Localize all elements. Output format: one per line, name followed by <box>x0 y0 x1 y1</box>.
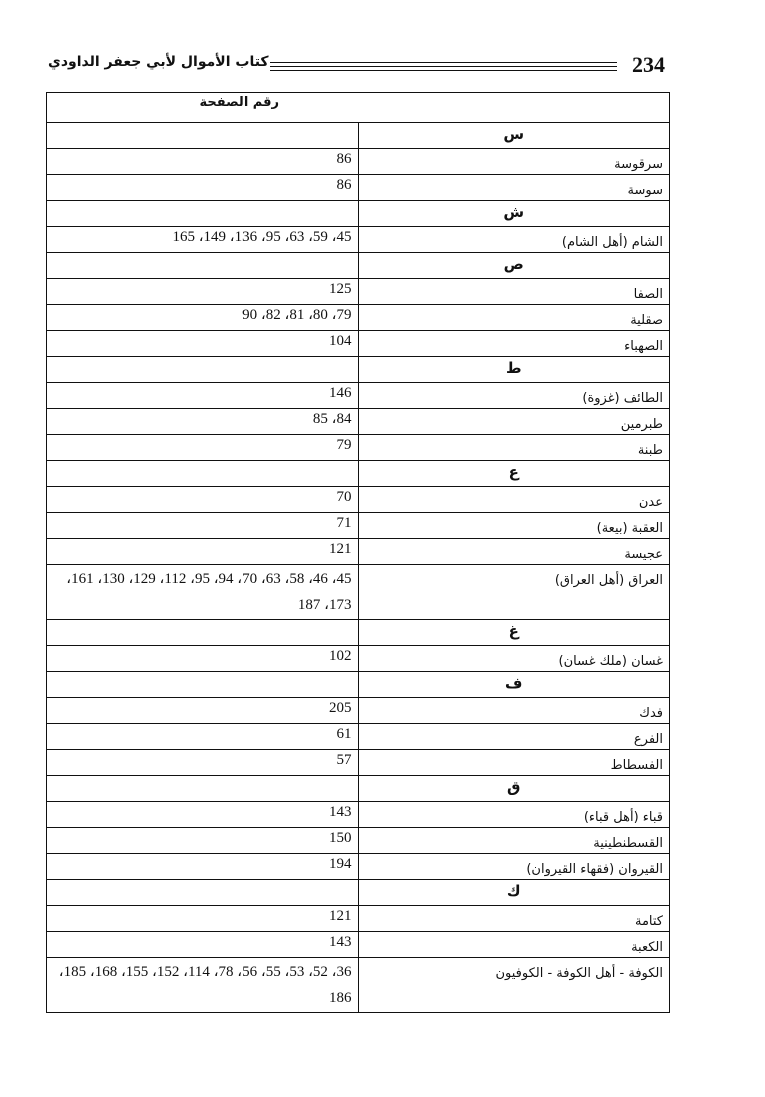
letter-heading: ع <box>358 461 670 487</box>
place-name: الفسطاط <box>358 750 670 776</box>
table-row <box>47 802 670 828</box>
page-references: 104 <box>47 331 359 357</box>
page-header <box>48 52 665 82</box>
page-references: 102 <box>47 646 359 672</box>
book-title: كتاب الأموال لأبي جعفر الداودي <box>48 54 269 70</box>
place-name: العراق (أهل العراق) <box>358 565 670 620</box>
table-row <box>47 279 670 305</box>
place-name: الطائف (غزوة) <box>358 383 670 409</box>
letter-heading-row <box>47 357 670 383</box>
place-name: القسطنطينية <box>358 828 670 854</box>
table-row <box>47 932 670 958</box>
table-row <box>47 539 670 565</box>
page-references <box>47 672 359 698</box>
place-name: الكوفة - أهل الكوفة - الكوفيون <box>358 958 670 1013</box>
table-row <box>47 175 670 201</box>
table-row <box>47 724 670 750</box>
page-references: 36، 52، 53، 55، 56، 78، 114، 152، 155، 168، 185، 186 <box>47 958 359 1013</box>
place-name: عدن <box>358 487 670 513</box>
page-references: 45، 46، 58، 63، 70، 94، 95، 112، 129، 130، 161، 173، 187 <box>47 565 359 620</box>
page-references <box>47 776 359 802</box>
letter-heading: ص <box>358 253 670 279</box>
page-references <box>47 123 359 149</box>
table-row <box>47 487 670 513</box>
table-row <box>47 227 670 253</box>
place-name: الفرع <box>358 724 670 750</box>
page-references: 86 <box>47 175 359 201</box>
page-references: 45، 59، 63، 95، 136، 149، 165 <box>47 227 359 253</box>
letter-heading: غ <box>358 620 670 646</box>
letter-heading: ش <box>358 201 670 227</box>
table-row <box>47 435 670 461</box>
table-row <box>47 906 670 932</box>
page-references: 84، 85 <box>47 409 359 435</box>
page-references: 150 <box>47 828 359 854</box>
header-rule <box>270 62 617 67</box>
page-references: 57 <box>47 750 359 776</box>
place-name: سوسة <box>358 175 670 201</box>
letter-heading: ك <box>358 880 670 906</box>
place-name: قباء (أهل قباء) <box>358 802 670 828</box>
table-row <box>47 646 670 672</box>
place-name: الصهباء <box>358 331 670 357</box>
table-row <box>47 149 670 175</box>
page-references: 205 <box>47 698 359 724</box>
page-references: 194 <box>47 854 359 880</box>
table-row <box>47 565 670 620</box>
letter-heading-row <box>47 880 670 906</box>
page-number: 234 <box>632 52 665 77</box>
page-references <box>47 880 359 906</box>
place-name: كتامة <box>358 906 670 932</box>
column-header-page-number: رقم الصفحة <box>47 93 670 123</box>
place-name: القيروان (فقهاء القيروان) <box>358 854 670 880</box>
table-row <box>47 409 670 435</box>
page-references: 79 <box>47 435 359 461</box>
letter-heading-row <box>47 123 670 149</box>
page-references <box>47 461 359 487</box>
letter-heading-row <box>47 620 670 646</box>
page-references: 61 <box>47 724 359 750</box>
letter-heading: ق <box>358 776 670 802</box>
page-references <box>47 357 359 383</box>
page-references: 121 <box>47 906 359 932</box>
table-row <box>47 383 670 409</box>
place-name: العقبة (بيعة) <box>358 513 670 539</box>
page-references: 146 <box>47 383 359 409</box>
page-references: 125 <box>47 279 359 305</box>
place-name: طبرمين <box>358 409 670 435</box>
table-row <box>47 828 670 854</box>
page-references: 79، 80، 81، 82، 90 <box>47 305 359 331</box>
table-row <box>47 854 670 880</box>
header-rule-lower <box>270 70 617 71</box>
place-name: الشام (أهل الشام) <box>358 227 670 253</box>
page-references <box>47 201 359 227</box>
letter-heading: س <box>358 123 670 149</box>
page-references: 121 <box>47 539 359 565</box>
table-row <box>47 750 670 776</box>
page-references: 143 <box>47 932 359 958</box>
letter-heading-row <box>47 461 670 487</box>
table-row <box>47 513 670 539</box>
page-references <box>47 253 359 279</box>
letter-heading: ف <box>358 672 670 698</box>
page-references: 70 <box>47 487 359 513</box>
place-index-table <box>46 92 670 1013</box>
table-row <box>47 331 670 357</box>
table-row <box>47 305 670 331</box>
place-name: الكعبة <box>358 932 670 958</box>
letter-heading-row <box>47 672 670 698</box>
place-name: فدك <box>358 698 670 724</box>
place-name: الصفا <box>358 279 670 305</box>
place-name: عجيسة <box>358 539 670 565</box>
page-references <box>47 620 359 646</box>
letter-heading-row <box>47 201 670 227</box>
place-name: صقلية <box>358 305 670 331</box>
place-name: طبنة <box>358 435 670 461</box>
table-row <box>47 698 670 724</box>
page-references: 71 <box>47 513 359 539</box>
place-name: غسان (ملك غسان) <box>358 646 670 672</box>
table-header-row <box>47 93 670 123</box>
letter-heading-row <box>47 253 670 279</box>
letter-heading: ط <box>358 357 670 383</box>
table-row <box>47 958 670 1013</box>
page-references: 86 <box>47 149 359 175</box>
letter-heading-row <box>47 776 670 802</box>
page-references: 143 <box>47 802 359 828</box>
place-name: سرقوسة <box>358 149 670 175</box>
